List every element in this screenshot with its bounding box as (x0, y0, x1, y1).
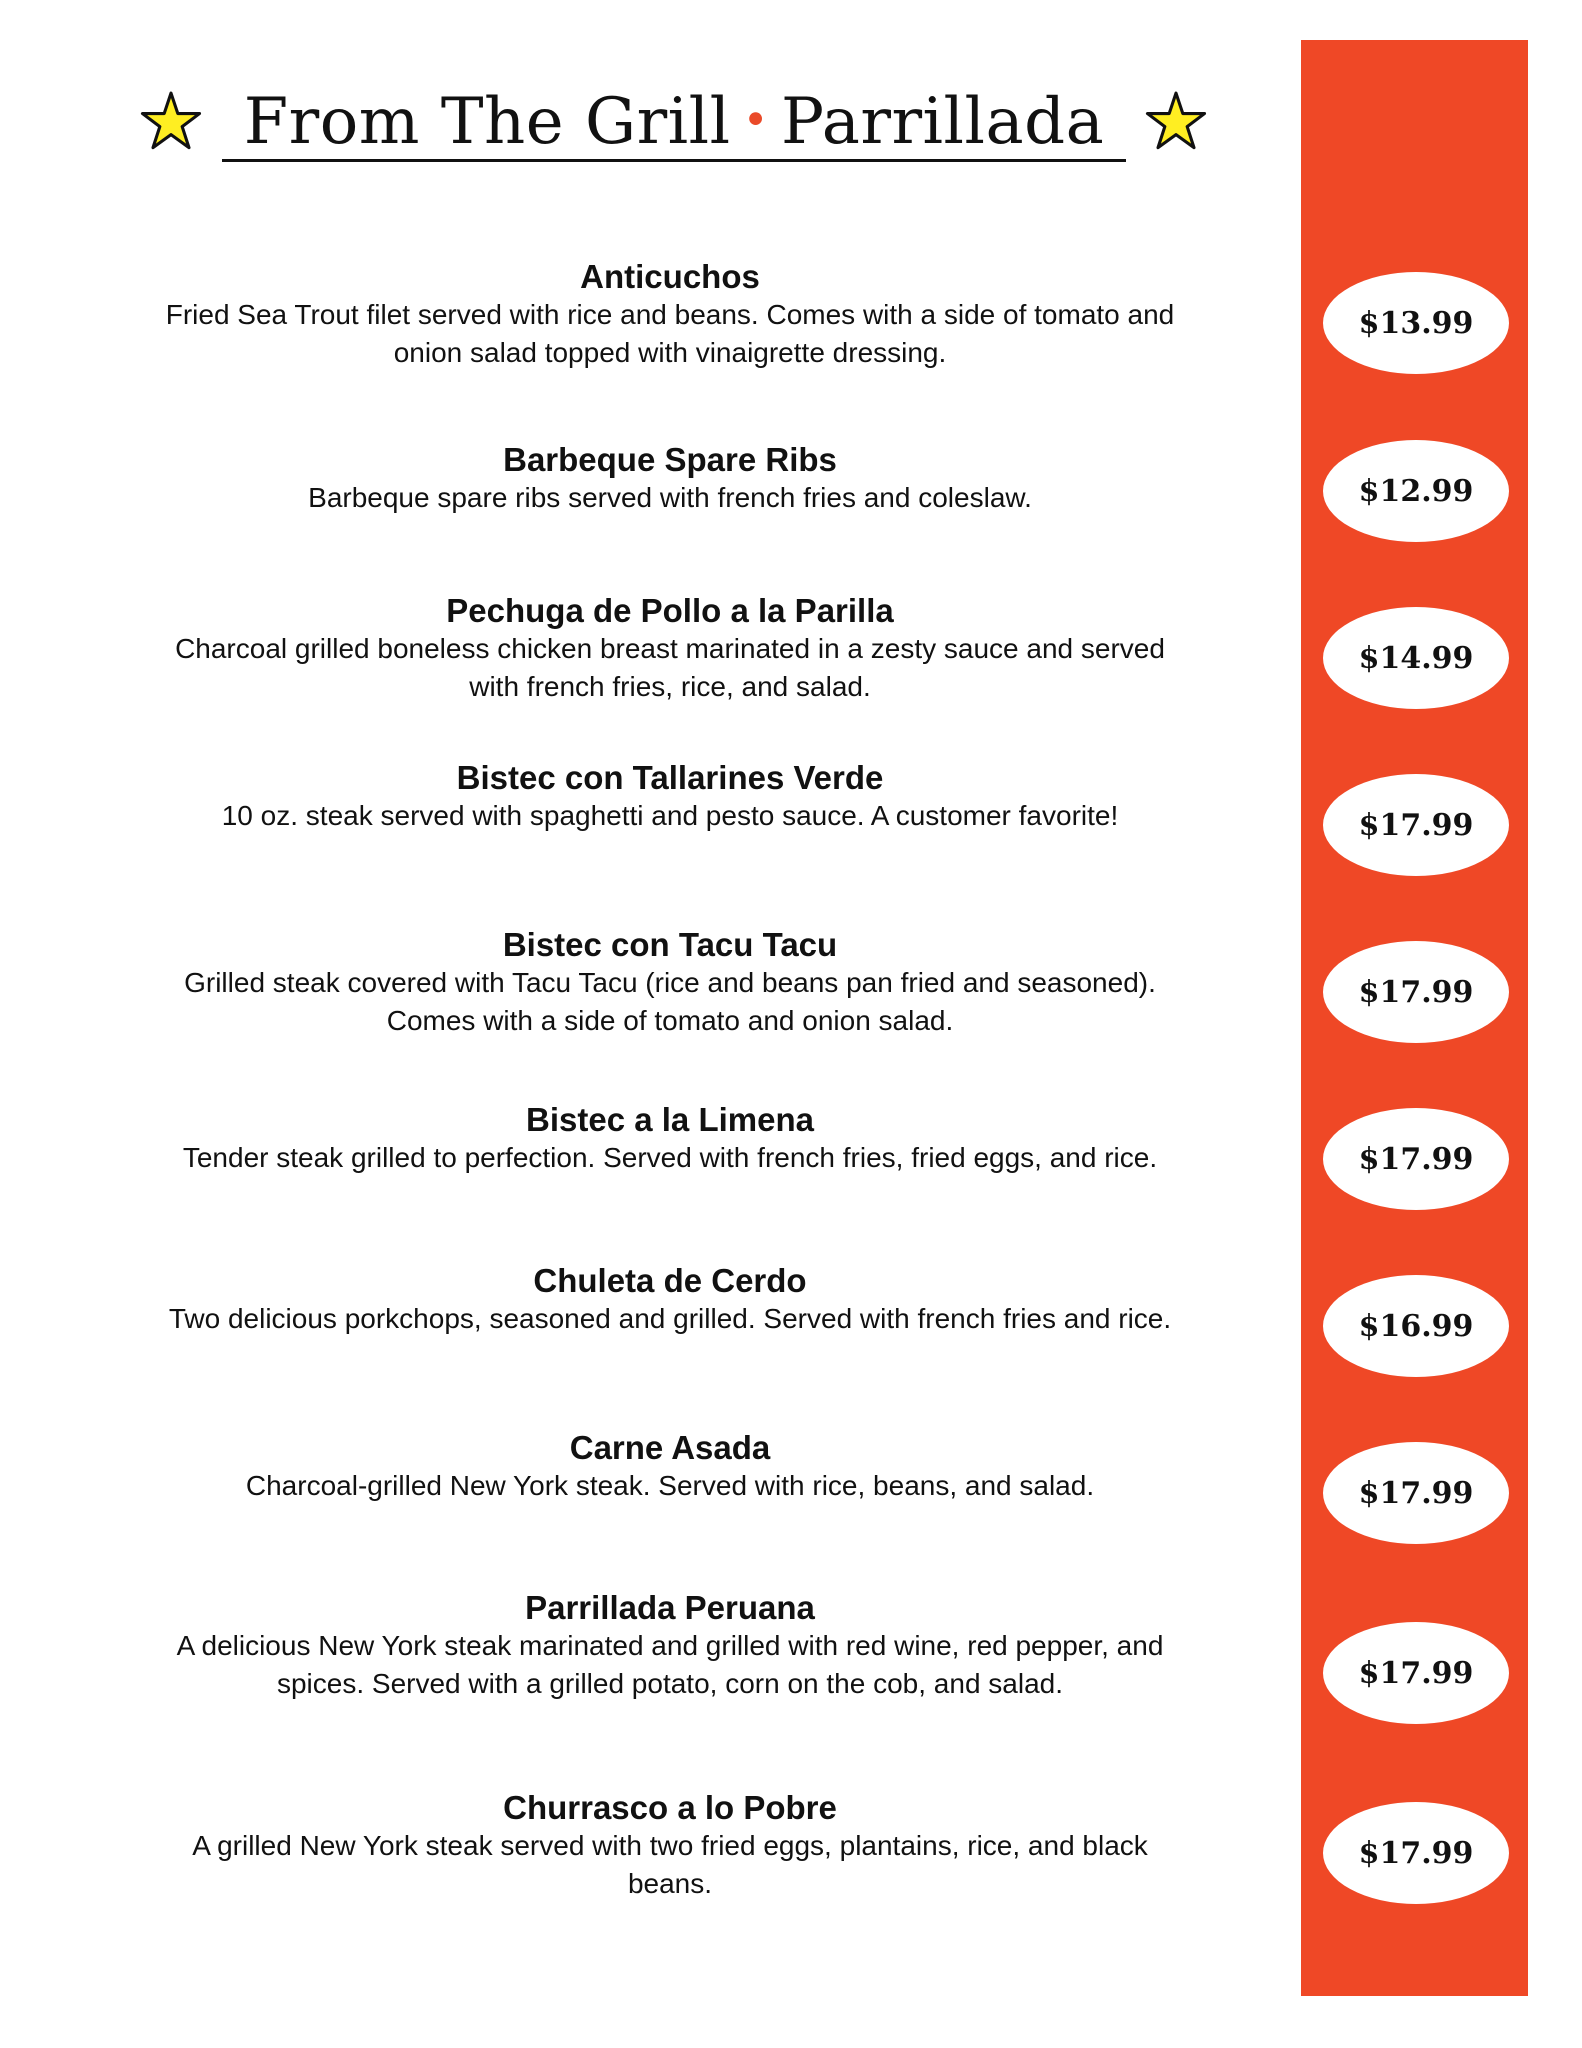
menu-item (90, 592, 1250, 706)
menu-item-description-line: Grilled steak covered with Tacu Tacu (rice and beans pan fried and seasoned). (184, 967, 1156, 998)
menu-item (90, 1789, 1250, 1903)
menu-item-name: Parrillada Peruana (525, 1589, 815, 1626)
menu-item-description-line: Charcoal-grilled New York steak. Served with rice, beans, and salad. (245, 1470, 1095, 1501)
menu-item-name: Anticuchos (580, 258, 760, 295)
price-column (1301, 40, 1528, 1996)
menu-item-description-line: A delicious New York steak marinated and grilled with red wine, red pepper, and (176, 1630, 1164, 1661)
menu-item-description-line: Comes with a side of tomato and onion salad. (386, 1005, 954, 1036)
price-badge: $16.99 (1323, 1275, 1509, 1377)
price-badge: $12.99 (1323, 440, 1509, 542)
menu-item (90, 759, 1250, 835)
menu-item-name: Carne Asada (569, 1429, 771, 1466)
price-badge: $17.99 (1323, 774, 1509, 876)
menu-item-list (90, 0, 1250, 2048)
menu-item (90, 258, 1250, 372)
menu-item-name: Bistec con Tallarines Verde (456, 759, 884, 796)
price-badge: $17.99 (1323, 1108, 1509, 1210)
menu-item (90, 926, 1250, 1040)
title-spanish: Parrillada (781, 85, 1105, 159)
menu-item-description-line: Barbeque spare ribs served with french fries and coleslaw. (308, 482, 1032, 513)
price-badge: $17.99 (1323, 1622, 1509, 1724)
price-badge: $17.99 (1323, 1802, 1509, 1904)
price-badge: $14.99 (1323, 607, 1509, 709)
menu-item-name: Bistec a la Limena (526, 1101, 814, 1138)
menu-item (90, 1101, 1250, 1177)
menu-item-name: Pechuga de Pollo a la Parilla (446, 592, 894, 629)
menu-item-description-line: Two delicious porkchops, seasoned and grilled. Served with french fries and rice. (168, 1303, 1172, 1334)
menu-item-name: Barbeque Spare Ribs (503, 441, 837, 478)
menu-item-description-line: with french fries, rice, and salad. (469, 671, 871, 702)
title-separator: • (742, 94, 770, 146)
menu-item (90, 1589, 1250, 1703)
menu-item-description-line: Fried Sea Trout filet served with rice and beans. Comes with a side of tomato and (165, 299, 1175, 330)
menu-item-name: Bistec con Tacu Tacu (502, 926, 838, 963)
menu-item (90, 441, 1250, 517)
price-badge: $17.99 (1323, 941, 1509, 1043)
menu-item-description-line: Tender steak grilled to perfection. Served with french fries, fried eggs, and rice. (182, 1142, 1158, 1173)
menu-item (90, 1429, 1250, 1505)
menu-item (90, 1262, 1250, 1338)
menu-item-name: Churrasco a lo Pobre (503, 1789, 837, 1826)
menu-item-description-line: onion salad topped with vinaigrette dressing. (393, 337, 947, 368)
title-english: From The Grill (243, 85, 731, 159)
price-badge: $17.99 (1323, 1442, 1509, 1544)
menu-item-description-line: spices. Served with a grilled potato, corn on the cob, and salad. (276, 1668, 1064, 1699)
menu-item-name: Chuleta de Cerdo (533, 1262, 807, 1299)
menu-item-description-line: 10 oz. steak served with spaghetti and pesto sauce. A customer favorite! (221, 800, 1119, 831)
menu-item-description-line: A grilled New York steak served with two fried eggs, plantains, rice, and black (192, 1830, 1148, 1861)
menu-item-description-line: Charcoal grilled boneless chicken breast marinated in a zesty sauce and served (175, 633, 1165, 664)
price-badge: $13.99 (1323, 272, 1509, 374)
menu-item-description-line: beans. (627, 1868, 713, 1899)
